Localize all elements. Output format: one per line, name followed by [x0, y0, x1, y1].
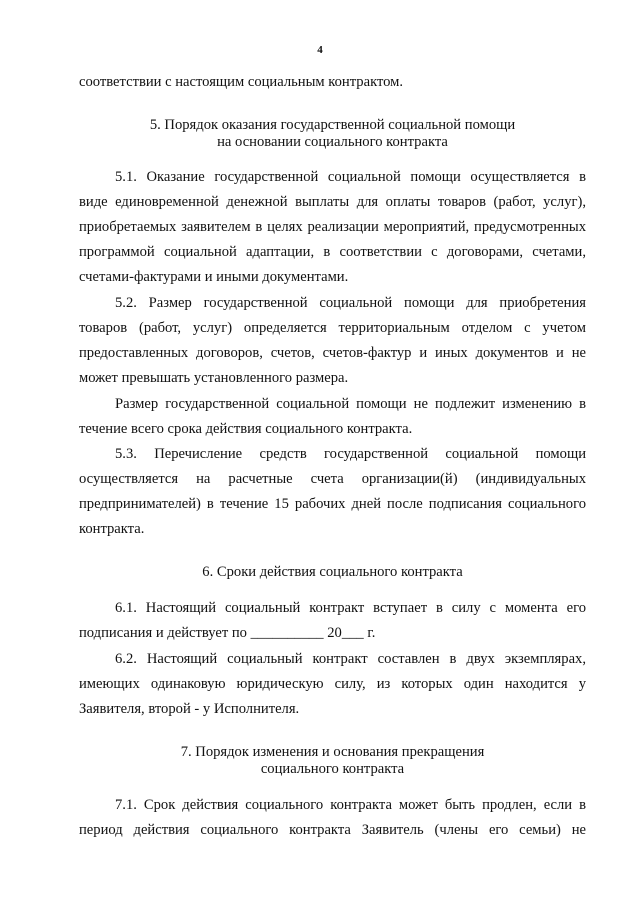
section7-heading-line1: 7. Порядок изменения и основания прекращения: [180, 744, 485, 760]
section5-heading-line1: 5. Порядок оказания государственной социальной помощи: [149, 117, 516, 133]
p62-line: Заявителя, второй - у Исполнителя.: [79, 701, 300, 717]
p52b-line: Размер государственной социальной помощи не подлежит изменению в: [115, 396, 586, 412]
p71-line: период действия социального контракта Заявитель (члены его семьи) не: [79, 822, 586, 838]
p51-line: приобретаемых заявителем в целях реализации мероприятий, предусмотренных: [79, 219, 586, 235]
p52-line: 5.2. Размер государственной социальной помощи для приобретения: [115, 295, 586, 311]
p51-line: счетами-фактурами и иными документами.: [79, 269, 349, 285]
p51-line: программой социальной адаптации, в соответствии с договорами, счетами,: [79, 244, 586, 260]
p62-line: имеющих одинаковую юридическую силу, из которых один находится у: [79, 676, 586, 692]
p53-line: осуществляется на расчетные счета организации(й) (индивидуальных: [79, 471, 586, 487]
p51-line: 5.1. Оказание государственной социальной помощи осуществляется в: [115, 169, 586, 185]
p53-line: предпринимателей) в течение 15 рабочих дней после подписания социального: [79, 496, 586, 512]
page-number: 4: [317, 44, 323, 56]
p62-line: 6.2. Настоящий социальный контракт составлен в двух экземплярах,: [115, 651, 586, 667]
intro-line: соответствии с настоящим социальным контрактом.: [79, 74, 404, 90]
p71-line: 7.1. Срок действия социального контракта может быть продлен, если в: [115, 797, 586, 813]
p51-line: виде единовременной денежной выплаты для оплаты товаров (работ, услуг),: [79, 194, 586, 210]
section5-heading-line2: на основании социального контракта: [217, 134, 448, 150]
p61-line: подписания и действует по __________ 20___ г.: [79, 625, 376, 641]
p53-line: 5.3. Перечисление средств государственной социальной помощи: [115, 446, 586, 462]
p53-line: контракта.: [79, 521, 145, 537]
p52-line: может превышать установленного размера.: [79, 370, 349, 386]
section6-heading: 6. Сроки действия социального контракта: [202, 564, 463, 580]
p52-line: товаров (работ, услуг) определяется территориальным отделом с учетом: [79, 320, 586, 336]
section7-heading-line2: социального контракта: [260, 761, 405, 777]
p61-line: 6.1. Настоящий социальный контракт вступает в силу с момента его: [115, 600, 586, 616]
p52-line: предоставленных договоров, счетов, счетов-фактур и иных документов и не: [79, 345, 586, 361]
p52b-line: течение всего срока действия социального контракта.: [79, 421, 413, 437]
